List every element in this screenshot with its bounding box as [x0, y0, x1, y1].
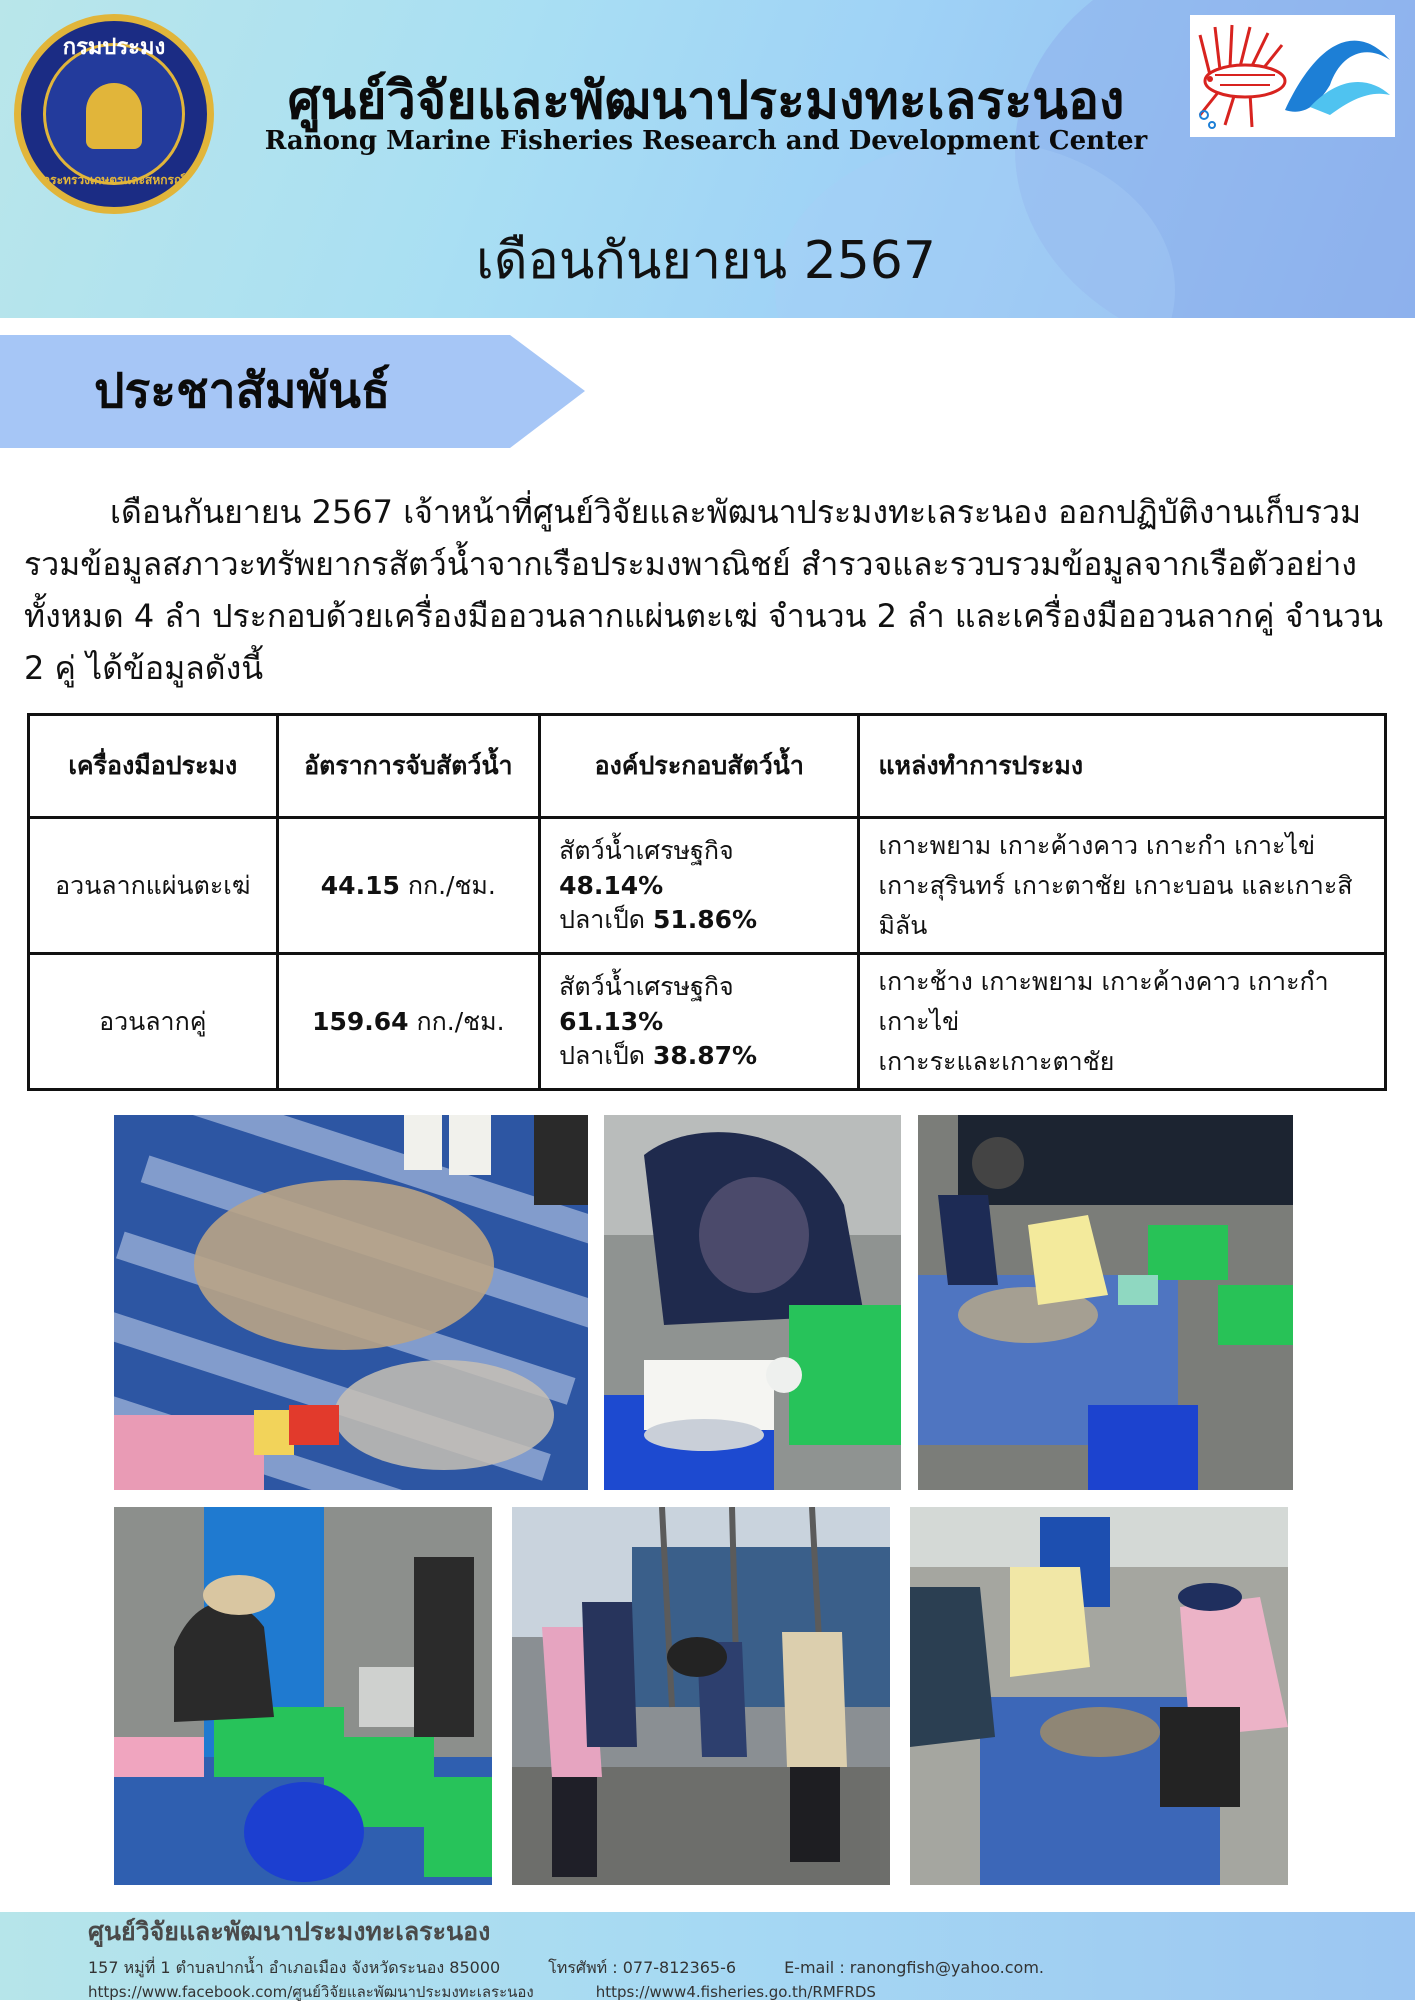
- area-line: เกาะระและเกาะตาชัย: [878, 1046, 1115, 1076]
- page-footer: [0, 1912, 1415, 2000]
- footer-website-link[interactable]: https://www4.fisheries.go.th/RMFRDS: [595, 1983, 876, 2001]
- table-row: [29, 818, 1386, 954]
- footer-phone: โทรศัพท์ : 077-812365-6: [548, 1958, 737, 1977]
- comp-trash-fish-label: ปลาเป็ด: [559, 1041, 645, 1070]
- header-composition: องค์ประกอบสัตว์น้ำ: [540, 715, 859, 818]
- table-row: [29, 954, 1386, 1090]
- footer-center-name: ศูนย์วิจัยและพัฒนาประมงทะเลระนอง: [88, 1917, 491, 1946]
- photo-illustration: [604, 1115, 901, 1490]
- cell-gear: อวนลากแผ่นตะเฆ่: [29, 818, 278, 954]
- comp-trash-fish-label: ปลาเป็ด: [559, 905, 645, 934]
- comp-economic-value: 61.13%: [559, 1007, 664, 1036]
- cell-gear: อวนลากคู่: [29, 954, 278, 1090]
- photo-team-sorting-catch: [918, 1115, 1293, 1490]
- cell-fishing-area: [859, 818, 1386, 954]
- logo-emblem-icon: [86, 83, 142, 149]
- photo-team-on-tarp: [910, 1507, 1288, 1885]
- photo-illustration: [918, 1115, 1293, 1490]
- comp-trash-fish-value: 38.87%: [652, 1041, 758, 1070]
- page-header: [0, 0, 1415, 318]
- rate-value: 159.64: [312, 1006, 409, 1036]
- cell-catch-rate: [277, 954, 540, 1090]
- center-title-english: Ranong Marine Fisheries Research and Development Center: [264, 126, 1148, 156]
- photo-measuring-fish: [604, 1115, 901, 1490]
- department-of-fisheries-logo: [14, 14, 214, 214]
- comp-economic-value: 48.14%: [559, 871, 664, 900]
- photo-fish-sorting-on-tarp: [114, 1115, 588, 1490]
- logo-text-top: กรมประมง: [62, 35, 166, 60]
- area-line: เกาะช้าง เกาะพยาม เกาะค้างคาว เกาะกำ เกาะไข่: [878, 966, 1329, 1036]
- header-catch-rate: อัตราการจับสัตว์น้ำ: [277, 715, 540, 818]
- cell-catch-rate: [277, 818, 540, 954]
- lionfish-logo-icon: [1190, 15, 1395, 137]
- fishing-data-table: [27, 713, 1387, 1091]
- comp-economic-label: สัตว์น้ำเศรษฐกิจ: [559, 972, 734, 1001]
- comp-economic-label: สัตว์น้ำเศรษฐกิจ: [559, 836, 734, 865]
- rate-unit: กก./ชม.: [407, 870, 496, 900]
- photo-interview-at-pier: [512, 1507, 890, 1885]
- intro-paragraph: [24, 486, 1394, 694]
- footer-links: [88, 1980, 938, 2004]
- header-gear: เครื่องมือประมง: [29, 715, 278, 818]
- footer-address: 157 หมู่ที่ 1 ตำบลปากน้ำ อำเภอเมือง จังหวัดระนอง 85000: [88, 1958, 501, 1977]
- intro-text: เดือนกันยายน 2567 เจ้าหน้าที่ศูนย์วิจัยและพัฒนาประมงทะเลระนอง ออกปฏิบัติงานเก็บรวมรวมข้อมูลสภาวะทรัพยากรสัตว์น้ำจากเรือประมงพาณิชย์ สำรวจและรวบรวมข้อมูลจากเรือตัวอย่างทั้งหมด 4 ลำ ประกอบด้วยเครื่องมืออวนลากแผ่นตะเฆ่ จำนวน 2 ลำ และเครื่องมืออวนลากคู่ จำนวน 2 คู่ ได้ข้อมูลดังนี้: [24, 493, 1384, 687]
- area-line: เกาะพยาม เกาะค้างคาว เกาะกำ เกาะไข่: [878, 830, 1316, 860]
- section-title: ประชาสัมพันธ์: [94, 363, 391, 419]
- footer-contact-line: [88, 1956, 1092, 1981]
- photo-illustration: [114, 1507, 492, 1885]
- rate-unit: กก./ชม.: [416, 1006, 505, 1036]
- month-heading: เดือนกันยายน 2567: [476, 231, 936, 291]
- cell-composition: [540, 954, 859, 1090]
- footer-email[interactable]: E-mail : ranongfish@yahoo.com.: [784, 1958, 1045, 1977]
- photo-weighing-baskets: [114, 1507, 492, 1885]
- photo-illustration: [512, 1507, 890, 1885]
- photo-illustration: [910, 1507, 1288, 1885]
- header-fishing-area: แหล่งทำการประมง: [859, 715, 1386, 818]
- comp-trash-fish-value: 51.86%: [652, 905, 758, 934]
- footer-facebook-link[interactable]: https://www.facebook.com/ศูนย์วิจัยและพัฒนาประมงทะเลระนอง: [88, 1983, 534, 2001]
- center-title-thai: ศูนย์วิจัยและพัฒนาประมงทะเลระนอง: [287, 70, 1125, 131]
- area-line: เกาะสุรินทร์ เกาะตาชัย เกาะบอน และเกาะสิมิลัน: [878, 870, 1353, 940]
- rate-value: 44.15: [320, 870, 400, 900]
- lionfish-wave-logo: [1190, 15, 1395, 137]
- cell-composition: [540, 818, 859, 954]
- cell-fishing-area: [859, 954, 1386, 1090]
- table-header-row: [29, 715, 1386, 818]
- photo-illustration: [114, 1115, 588, 1490]
- logo-text-bottom: กระทรวงเกษตรและสหกรณ์: [42, 173, 186, 187]
